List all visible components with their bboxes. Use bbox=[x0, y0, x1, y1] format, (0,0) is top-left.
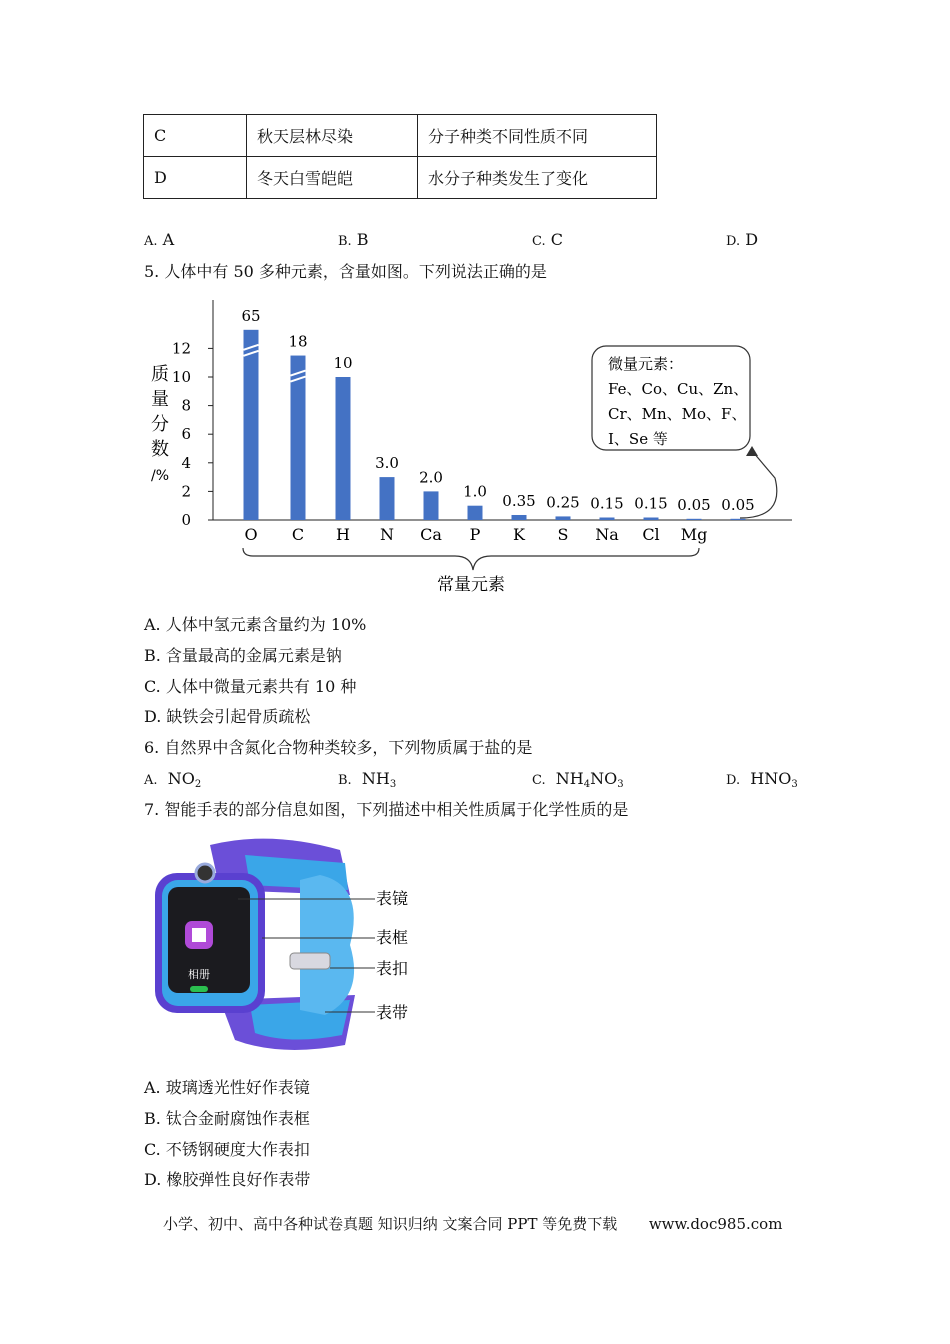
formula: NH bbox=[555, 769, 584, 788]
q7-option-a[interactable]: A. 玻璃透光性好作表镜 bbox=[144, 1078, 310, 1097]
album-icon-glyph bbox=[192, 928, 206, 942]
callout-text: I、Se 等 bbox=[608, 430, 668, 448]
data-label: 65 bbox=[241, 306, 261, 325]
bar bbox=[556, 516, 571, 520]
arrow-head-icon bbox=[746, 446, 758, 456]
q6-option-d[interactable] bbox=[726, 769, 798, 795]
option-label: B. bbox=[338, 773, 352, 788]
q6-option-a[interactable] bbox=[144, 769, 201, 795]
bar bbox=[512, 515, 527, 520]
label-bezel: 表框 bbox=[376, 928, 409, 947]
x-tick-label: P bbox=[469, 525, 481, 544]
option-value: D bbox=[745, 230, 759, 249]
callout-text: 微量元素： bbox=[608, 355, 684, 373]
q5-option-a[interactable]: A. 人体中氢元素含量约为 10% bbox=[144, 615, 367, 634]
q7-option-b[interactable]: B. 钛合金耐腐蚀作表框 bbox=[144, 1109, 310, 1128]
x-tick-label: Ca bbox=[420, 525, 442, 544]
data-label: 0.15 bbox=[590, 494, 624, 513]
label-strap: 表带 bbox=[376, 1003, 409, 1022]
q5-option-d[interactable]: D. 缺铁会引起骨质疏松 bbox=[144, 707, 311, 726]
q4-option-c[interactable] bbox=[532, 230, 563, 252]
data-label: 0.05 bbox=[677, 495, 711, 514]
bar-chart bbox=[140, 290, 810, 600]
table-cell: C bbox=[144, 115, 247, 157]
x-tick-label: N bbox=[380, 525, 394, 544]
q6-option-c[interactable] bbox=[532, 769, 624, 795]
x-tick-label: C bbox=[291, 525, 305, 544]
phone-icon bbox=[190, 986, 208, 992]
option-label: A. bbox=[144, 773, 158, 788]
data-label: 10 bbox=[333, 354, 353, 372]
formula-subscript: 3 bbox=[791, 779, 798, 790]
y-tick-label: 12 bbox=[171, 339, 191, 358]
y-tick-label: 8 bbox=[181, 396, 191, 415]
y-axis-label: 数 bbox=[151, 439, 169, 460]
x-tick-label: Cl bbox=[642, 525, 660, 544]
formula: NO bbox=[167, 769, 195, 788]
label-buckle: 表扣 bbox=[376, 959, 409, 978]
option-value: B bbox=[356, 230, 369, 249]
data-label: 0.15 bbox=[634, 494, 668, 513]
x-tick-label: K bbox=[513, 525, 525, 544]
formula-subscript: 2 bbox=[194, 779, 202, 790]
table-row bbox=[144, 157, 657, 199]
x-tick-label: H bbox=[336, 525, 350, 544]
bar bbox=[731, 519, 746, 520]
bar bbox=[600, 518, 615, 521]
brace bbox=[243, 548, 699, 570]
bar bbox=[644, 518, 659, 521]
q7-option-c[interactable]: C. 不锈钢硬度大作表扣 bbox=[144, 1140, 310, 1159]
watch-band-side bbox=[300, 875, 354, 1015]
formula: HNO bbox=[750, 769, 792, 788]
formula-subscript: 3 bbox=[617, 779, 624, 790]
smartwatch-figure bbox=[150, 835, 420, 1060]
data-label: 3.0 bbox=[375, 454, 399, 473]
bar bbox=[687, 519, 702, 520]
callout-text: Fe、Co、Cu、Zn、 bbox=[608, 380, 749, 398]
q4-option-a[interactable] bbox=[144, 230, 174, 252]
bar bbox=[336, 377, 351, 520]
callout-text: Cr、Mn、Mo、F、 bbox=[608, 405, 747, 423]
q4-option-b[interactable] bbox=[338, 230, 369, 252]
q7-option-d[interactable]: D. 橡胶弹性良好作表带 bbox=[144, 1170, 311, 1189]
footer-link[interactable]: www.doc985.com bbox=[648, 1215, 783, 1233]
formula: NH bbox=[361, 769, 390, 788]
q6-option-b[interactable] bbox=[338, 769, 396, 795]
screen-label: 相册 bbox=[188, 968, 210, 981]
q4-option-d[interactable] bbox=[726, 230, 758, 252]
footer bbox=[163, 1214, 782, 1234]
table-cell: 冬天白雪皑皑 bbox=[247, 157, 418, 199]
y-tick-label: 10 bbox=[171, 368, 191, 386]
answer-table bbox=[143, 114, 657, 199]
y-tick-label: 4 bbox=[181, 453, 191, 472]
bar bbox=[380, 477, 395, 520]
y-tick-label: 0 bbox=[181, 511, 191, 529]
x-tick-label: S bbox=[557, 525, 569, 544]
data-label: 0.35 bbox=[502, 491, 536, 510]
formula: NO bbox=[590, 769, 618, 788]
bar bbox=[244, 330, 259, 520]
data-label: 18 bbox=[288, 332, 308, 351]
table-cell: 秋天层林尽染 bbox=[247, 115, 418, 157]
footer-text: 小学、初中、高中各种试卷真题 知识归纳 文案合同 PPT 等免费下载 bbox=[163, 1215, 618, 1233]
data-label: 0.25 bbox=[546, 493, 580, 512]
y-axis-label: 量 bbox=[151, 389, 169, 410]
x-tick-label: Na bbox=[595, 525, 619, 544]
option-label: C. bbox=[532, 234, 546, 249]
q5-option-c[interactable]: C. 人体中微量元素共有 10 种 bbox=[144, 677, 357, 696]
question-stem: 5. 人体中有 50 多种元素，含量如图。下列说法正确的是 bbox=[144, 262, 547, 281]
brace-label: 常量元素 bbox=[437, 575, 505, 595]
x-tick-label: O bbox=[244, 525, 258, 544]
table-cell: 水分子种类发生了变化 bbox=[418, 157, 657, 199]
y-tick-label: 2 bbox=[181, 482, 191, 501]
y-axis-label: 质 bbox=[151, 364, 169, 385]
bar bbox=[468, 506, 483, 520]
data-label: 0.05 bbox=[721, 495, 755, 514]
y-axis-label: /% bbox=[150, 468, 170, 484]
option-label: A. bbox=[144, 234, 158, 249]
question-stem: 7. 智能手表的部分信息如图，下列描述中相关性质属于化学性质的是 bbox=[144, 800, 629, 819]
y-tick-label: 6 bbox=[181, 425, 191, 444]
bar bbox=[424, 491, 439, 520]
option-label: D. bbox=[726, 773, 741, 788]
formula-subscript: 3 bbox=[389, 779, 397, 790]
data-label: 1.0 bbox=[463, 482, 487, 501]
table-row bbox=[144, 115, 657, 157]
table-cell: 分子种类不同性质不同 bbox=[418, 115, 657, 157]
option-label: C. bbox=[532, 773, 546, 788]
table-cell: D bbox=[144, 157, 247, 199]
option-label: B. bbox=[338, 234, 352, 249]
formula-subscript: 4 bbox=[583, 779, 591, 790]
y-axis-label: 分 bbox=[151, 414, 169, 435]
data-label: 2.0 bbox=[419, 468, 443, 487]
smartwatch-illustration bbox=[150, 835, 420, 1060]
option-label: D. bbox=[726, 234, 741, 249]
x-tick-label: Mg bbox=[680, 525, 708, 544]
watch-buckle bbox=[290, 953, 330, 969]
question-stem: 6. 自然界中含氮化合物种类较多，下列物质属于盐的是 bbox=[144, 738, 533, 757]
element-content-chart bbox=[140, 290, 810, 600]
q5-option-b[interactable]: B. 含量最高的金属元素是钠 bbox=[144, 646, 342, 665]
label-lens: 表镜 bbox=[376, 889, 409, 908]
option-value: C bbox=[550, 230, 563, 249]
option-value: A bbox=[162, 230, 175, 249]
camera-icon bbox=[196, 864, 214, 882]
